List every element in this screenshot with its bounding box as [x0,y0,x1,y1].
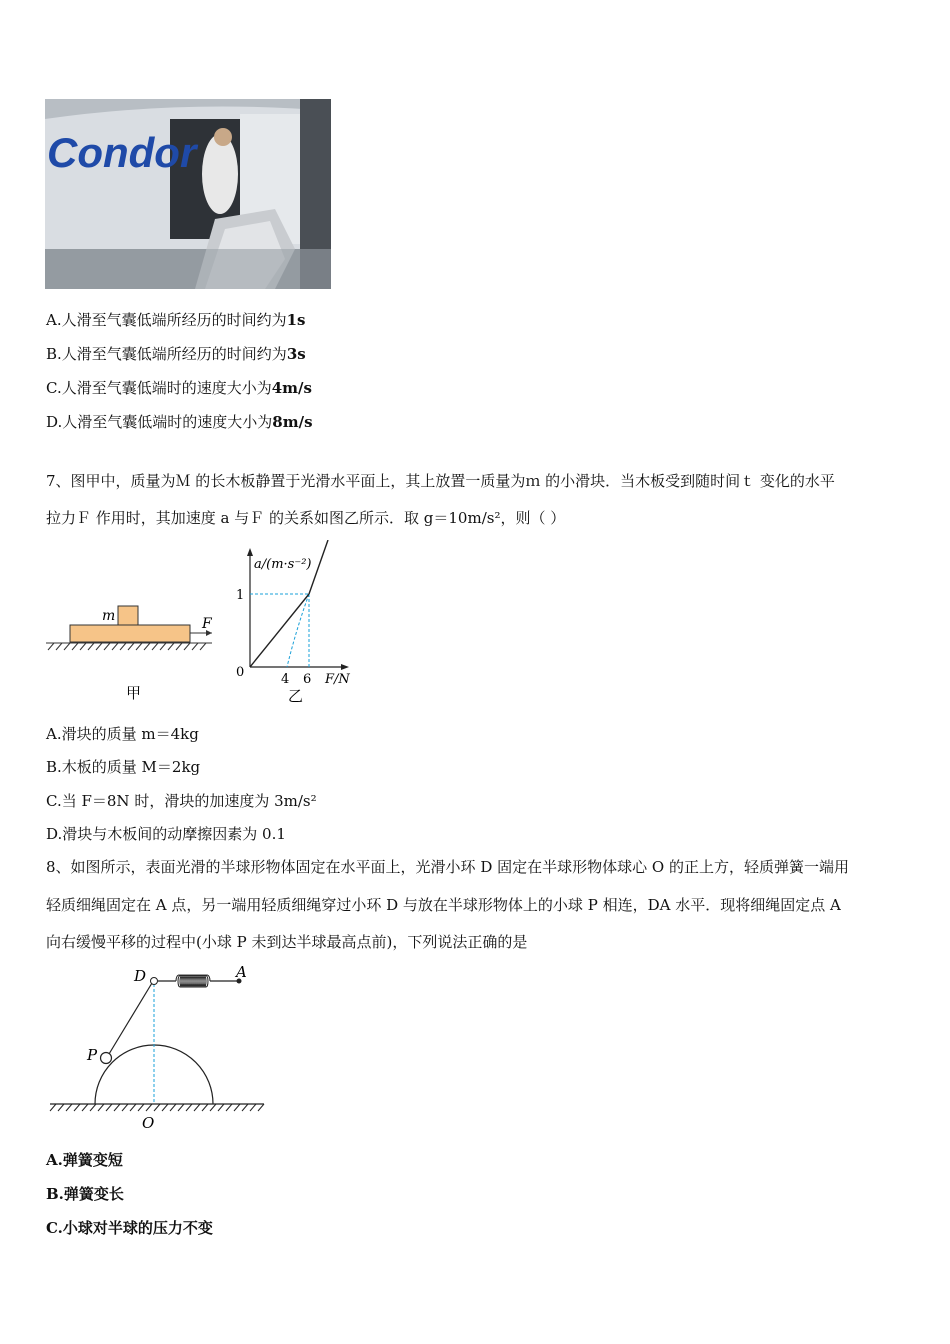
q6-option-b: B.人滑至气囊低端所经历的时间约为3s [46,345,306,363]
label-o: O [142,1114,155,1132]
q8-stem-line3: 向右缓慢平移的过程中(小球 P 未到达半球最高点前)，下列说法正确的是 [46,933,528,951]
x-axis-label: F/N [325,672,350,687]
ring-d [151,978,158,985]
q8-option-a: A.弹簧变短 [46,1151,123,1169]
q7-figure-jia [44,600,224,700]
airplane-slide-photo [45,99,331,289]
origin-label: 0 [236,665,245,680]
q7-option-b: B.木板的质量 M＝2kg [46,758,201,776]
q6-option-d: D.人滑至气囊低端时的速度大小为8m/s [46,413,313,431]
q6-option-c: C.人滑至气囊低端时的速度大小为4m/s [46,379,312,397]
q6-option-a: A.人滑至气囊低端所经历的时间约为1s [46,311,306,329]
x-tick-4: 4 [281,672,290,687]
q8-option-c: C.小球对半球的压力不变 [46,1219,213,1237]
q7-option-c: C.当 F＝8N 时，滑块的加速度为 3m/s² [46,792,317,810]
q8-option-b: B.弹簧变长 [46,1185,124,1203]
q8-stem-line2: 轻质细绳固定在 A 点，另一端用轻质细绳穿过小环 D 与放在半球形物体上的小球 P 相连，DA 水平．现将细绳固定点 A [46,896,841,914]
q7-stem-line1: 7、图甲中，质量为Ｍ 的长木板静置于光滑水平面上，其上放置一质量为ｍ 的小滑块．当木板受到随时间ｔ 变化的水平 [46,472,835,490]
q8-figure [44,962,274,1132]
caption-yi: 乙 [288,687,304,705]
q8-stem-line1: 8、如图所示，表面光滑的半球形物体固定在水平面上，光滑小环 D 固定在半球形物体球心 O 的正上方，轻质弹簧一端用 [46,858,849,876]
q7-option-a: A.滑块的质量 m＝4kg [46,725,199,743]
label-p: P [87,1046,98,1064]
line-segment-1 [250,594,309,667]
brand-text: Condor [47,129,197,176]
q7-figure-yi [230,540,370,705]
label-a: A [236,963,247,981]
ball-p [101,1053,112,1064]
label-d: D [134,967,147,985]
caption-jia: 甲 [126,684,142,700]
string-dp [109,983,152,1054]
force-label-f: F [202,616,212,632]
line-segment-2 [309,540,328,594]
x-tick-6: 6 [303,672,312,687]
q7-stem-line2: 拉力Ｆ 作用时，其加速度 a 与Ｆ 的关系如图乙所示．取 g＝10m/s²，则（ ） [46,509,566,527]
spring [176,975,210,987]
q7-option-d: D.滑块与木板间的动摩擦因素为 0.1 [46,825,286,843]
y-tick-1: 1 [236,588,245,603]
block-label-m: m [102,608,116,624]
y-axis-label: a/(m·s⁻²) [254,557,312,572]
dashed-curve-4 [287,594,309,667]
